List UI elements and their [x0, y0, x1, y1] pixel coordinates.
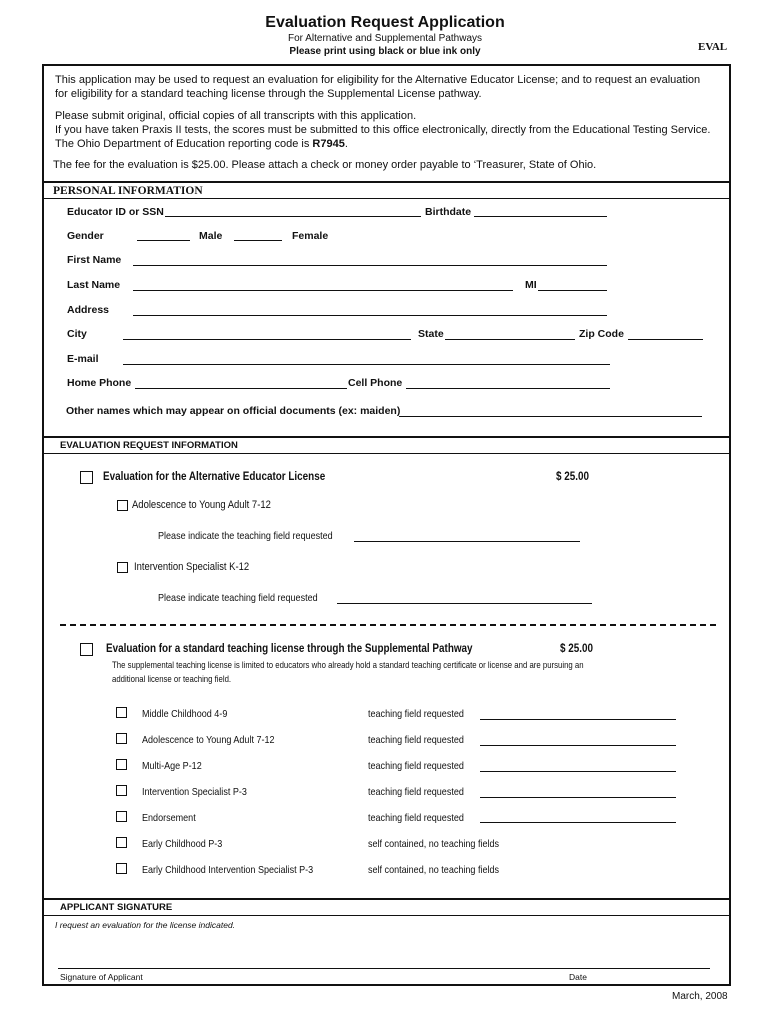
signature-line[interactable]: [58, 968, 710, 969]
sup-option-checkbox[interactable]: [116, 811, 127, 822]
sup-option-checkbox[interactable]: [116, 707, 127, 718]
sup-option-checkbox[interactable]: [116, 837, 127, 848]
sup-option-field-label: teaching field requested: [368, 734, 464, 746]
sup-option-label: Intervention Specialist P-3: [142, 786, 247, 798]
sup-option-field-label: teaching field requested: [368, 786, 464, 798]
divider: [42, 181, 731, 183]
gender-female-field[interactable]: [234, 240, 282, 241]
sup-option-checkbox[interactable]: [116, 733, 127, 744]
educator-id-label: Educator ID or SSN: [67, 206, 164, 218]
alt-is-field[interactable]: [337, 603, 592, 604]
sup-option-field-label: teaching field requested: [368, 760, 464, 772]
signature-heading: APPLICANT SIGNATURE: [60, 902, 173, 913]
alt-license-checkbox[interactable]: [80, 471, 93, 484]
divider: [42, 453, 731, 454]
mi-label: MI: [525, 279, 537, 291]
sup-license-fee: $ 25.00: [560, 643, 594, 655]
date-label: Date: [569, 972, 587, 982]
female-label: Female: [292, 230, 329, 242]
first-name-field[interactable]: [133, 265, 607, 266]
mi-field[interactable]: [538, 290, 607, 291]
sup-option-label: Middle Childhood 4-9: [142, 708, 228, 720]
state-label: State: [418, 328, 444, 340]
alt-license-fee: $ 25.00: [556, 471, 590, 483]
first-name-label: First Name: [67, 254, 122, 266]
alt-aya-field[interactable]: [354, 541, 580, 542]
email-field[interactable]: [123, 364, 610, 365]
intro-text-2a: Please submit original, official copies of all transcripts with this application.: [55, 110, 417, 122]
state-field[interactable]: [445, 339, 575, 340]
divider: [42, 198, 731, 199]
address-label: Address: [67, 304, 110, 316]
other-names-label: Other names which may appear on official documents (ex: maiden): [66, 405, 401, 417]
sup-option-field[interactable]: [480, 745, 676, 746]
sup-note-1: The supplemental teaching license is limited to educators who already hold a standard teaching certificate or license and are pursuing an: [112, 660, 584, 671]
city-label: City: [67, 328, 87, 340]
other-names-field[interactable]: [399, 416, 702, 417]
intro-text-2b: If you have taken Praxis II tests, the scores must be submitted to this office electronically, directly from the Educational Testing Service.: [55, 124, 711, 136]
divider: [42, 898, 731, 900]
home-phone-label: Home Phone: [67, 377, 132, 389]
sup-license-checkbox[interactable]: [80, 643, 93, 656]
last-name-label: Last Name: [67, 279, 121, 291]
email-label: E-mail: [67, 353, 99, 365]
sup-option-note: self contained, no teaching fields: [368, 838, 500, 850]
divider: [42, 436, 731, 438]
dashed-separator: [60, 624, 716, 626]
intro-text-1a: This application may be used to request an evaluation for eligibility for the Alternative Educator License; and to request an evaluation: [55, 74, 701, 86]
alt-license-title: Evaluation for the Alternative Educator License: [103, 471, 326, 483]
divider: [42, 915, 731, 916]
personal-info-heading: PERSONAL INFORMATION: [53, 185, 203, 197]
gender-label: Gender: [67, 230, 104, 242]
home-phone-field[interactable]: [135, 388, 347, 389]
educator-id-field[interactable]: [165, 216, 421, 217]
intro-text-2c: The Ohio Department of Education reporting code is R7945.: [55, 138, 348, 150]
form-title: Evaluation Request Application: [265, 14, 505, 31]
sup-option-checkbox[interactable]: [116, 759, 127, 770]
sup-option-label: Early Childhood Intervention Specialist P-3: [142, 864, 314, 876]
sup-option-checkbox[interactable]: [116, 863, 127, 874]
birthdate-label: Birthdate: [425, 206, 472, 218]
sup-option-field-label: teaching field requested: [368, 708, 464, 720]
revision-date: March, 2008: [672, 991, 728, 1002]
sup-option-field[interactable]: [480, 719, 676, 720]
sup-option-label: Multi-Age P-12: [142, 760, 202, 772]
alt-is-field-label: Please indicate teaching field requested: [158, 592, 318, 604]
cell-phone-label: Cell Phone: [348, 377, 403, 389]
alt-aya-field-label: Please indicate the teaching field requested: [158, 530, 333, 542]
signature-label: Signature of Applicant: [60, 972, 143, 982]
ink-instruction: Please print using black or blue ink only: [289, 46, 481, 57]
sup-option-note: self contained, no teaching fields: [368, 864, 500, 876]
zip-field[interactable]: [628, 339, 703, 340]
male-label: Male: [199, 230, 223, 242]
birthdate-field[interactable]: [474, 216, 607, 217]
sup-option-label: Endorsement: [142, 812, 196, 824]
intro-text-1b: for eligibility for a standard teaching license through the Supplemental License pathway.: [55, 88, 482, 100]
alt-aya-checkbox[interactable]: [117, 500, 128, 511]
reporting-code: R7945: [312, 138, 345, 150]
sup-note-2: additional license or teaching field.: [112, 674, 232, 685]
sup-option-field[interactable]: [480, 822, 676, 823]
last-name-field[interactable]: [133, 290, 513, 291]
alt-aya-label: Adolescence to Young Adult 7-12: [132, 499, 271, 511]
sup-option-field[interactable]: [480, 771, 676, 772]
intro-text-3: The fee for the evaluation is $25.00. Please attach a check or money order payable to ‘Treasurer, State of Ohio.: [53, 159, 597, 171]
address-field[interactable]: [133, 315, 607, 316]
evaluation-heading: EVALUATION REQUEST INFORMATION: [60, 440, 238, 451]
zip-label: Zip Code: [579, 328, 624, 340]
alt-is-checkbox[interactable]: [117, 562, 128, 573]
city-field[interactable]: [123, 339, 411, 340]
sup-option-label: Adolescence to Young Adult 7-12: [142, 734, 275, 746]
sup-option-field[interactable]: [480, 797, 676, 798]
sup-option-checkbox[interactable]: [116, 785, 127, 796]
form-code: EVAL: [698, 41, 728, 53]
sup-license-title: Evaluation for a standard teaching license through the Supplemental Pathway: [106, 643, 473, 655]
alt-is-label: Intervention Specialist K-12: [134, 561, 250, 573]
gender-male-field[interactable]: [137, 240, 190, 241]
signature-statement: I request an evaluation for the license indicated.: [55, 920, 236, 930]
form-subtitle: For Alternative and Supplemental Pathways: [288, 33, 482, 44]
sup-option-label: Early Childhood P-3: [142, 838, 223, 850]
cell-phone-field[interactable]: [406, 388, 610, 389]
sup-option-field-label: teaching field requested: [368, 812, 464, 824]
